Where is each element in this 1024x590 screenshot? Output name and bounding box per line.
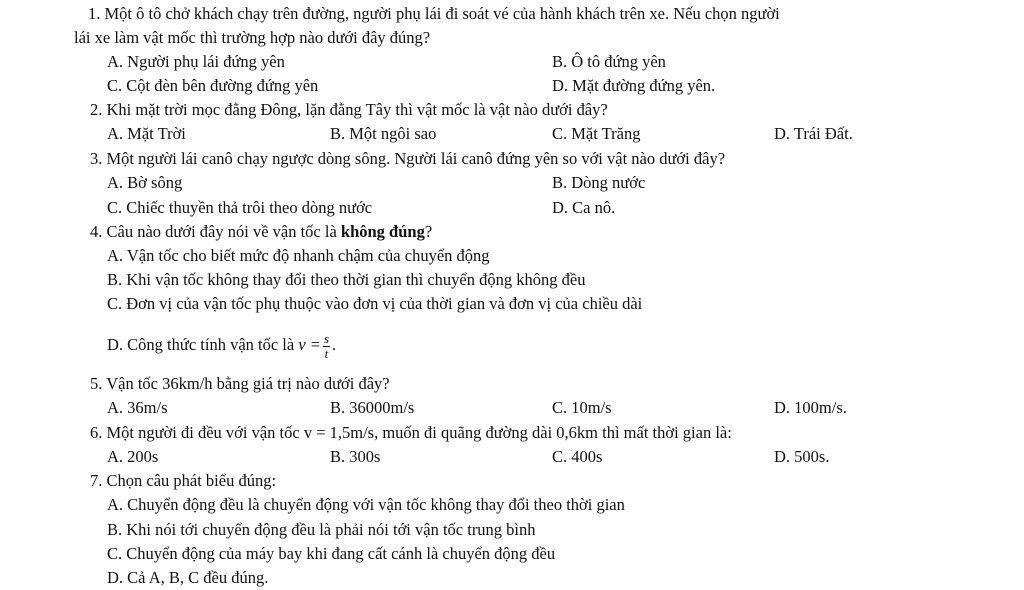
velocity-formula-fraction (323, 332, 330, 361)
q2-option-b: B. Một ngôi sao (330, 124, 437, 143)
q2-option-c: C. Mặt Trăng (552, 124, 641, 143)
question-4-emphasis: không đúng (340, 222, 425, 241)
question-7-stem: 7. Chọn câu phát biểu đúng: (90, 471, 277, 490)
velocity-formula-lhs: v = (298, 335, 321, 354)
formula-numerator: s (323, 330, 329, 346)
formula-denominator: t (324, 345, 329, 361)
q7-option-c: C. Chuyển động của máy bay khi đang cất cánh là chuyển động đều (107, 544, 556, 563)
q1-option-b: B. Ô tô đứng yên (552, 52, 666, 71)
q7-option-d: D. Cả A, B, C đều đúng. (107, 568, 269, 587)
question-3-stem: 3. Một người lái canô chạy ngược dòng sông. Người lái canô đứng yên so với vật nào dưới đây? (90, 149, 726, 168)
q7-option-b: B. Khi nói tới chuyển động đều là phải nói tới vận tốc trung bình (107, 520, 536, 539)
question-6-stem: 6. Một người đi đều với vận tốc v = 1,5m/s, muốn đi quãng đường dài 0,6km thì mất thời gian là: (90, 423, 732, 442)
q1-option-d: D. Mặt đường đứng yên. (552, 76, 716, 95)
q5-option-c: C. 10m/s (552, 398, 612, 417)
q4-option-b: B. Khi vận tốc không thay đổi theo thời gian thì chuyển động không đều (107, 270, 586, 289)
q1-option-c: C. Cột đèn bên đường đứng yên (107, 76, 319, 95)
q6-option-b: B. 300s (330, 447, 381, 466)
q4-option-c: C. Đơn vị của vận tốc phụ thuộc vào đơn vị của thời gian và đơn vị của chiều dài (107, 294, 643, 313)
q5-option-a: A. 36m/s (107, 398, 168, 417)
question-1-stem: 1. Một ô tô chở khách chạy trên đường, người phụ lái đi soát vé của hành khách trên xe. Nếu chọn người (88, 4, 780, 23)
q6-option-d: D. 500s. (774, 447, 830, 466)
question-4-stem-text: 4. Câu nào dưới đây nói về vận tốc là (90, 222, 341, 241)
q6-option-c: C. 400s (552, 447, 603, 466)
q3-option-d: D. Ca nô. (552, 198, 616, 217)
q2-option-d: D. Trái Đất. (774, 124, 853, 143)
question-1-stem-cont: lái xe làm vật mốc thì trường hợp nào dưới đây đúng? (74, 28, 431, 47)
q4-option-d (107, 330, 336, 361)
question-4-stem-end: ? (424, 222, 433, 241)
q6-option-a: A. 200s (107, 447, 159, 466)
q7-option-a: A. Chuyển động đều là chuyển động với vận tốc không thay đổi theo thời gian (107, 495, 625, 514)
question-4-stem (90, 222, 432, 242)
q4-option-a: A. Vận tốc cho biết mức độ nhanh chậm của chuyển động (107, 246, 490, 265)
formula-end: . (332, 335, 337, 354)
q4-option-d-text: D. Công thức tính vận tốc là (107, 335, 295, 354)
q3-option-a: A. Bờ sông (107, 173, 183, 192)
question-5-stem: 5. Vận tốc 36km/h bằng giá trị nào dưới đây? (90, 374, 390, 393)
q2-option-a: A. Mặt Trời (107, 124, 186, 143)
q5-option-d: D. 100m/s. (774, 398, 847, 417)
question-2-stem: 2. Khi mặt trời mọc đằng Đông, lặn đằng Tây thì vật mốc là vật nào dưới đây? (90, 100, 608, 119)
q1-option-a: A. Người phụ lái đứng yên (107, 52, 285, 71)
q3-option-c: C. Chiếc thuyền thả trôi theo dòng nước (107, 198, 373, 217)
q5-option-b: B. 36000m/s (330, 398, 415, 417)
q3-option-b: B. Dòng nước (552, 173, 646, 192)
